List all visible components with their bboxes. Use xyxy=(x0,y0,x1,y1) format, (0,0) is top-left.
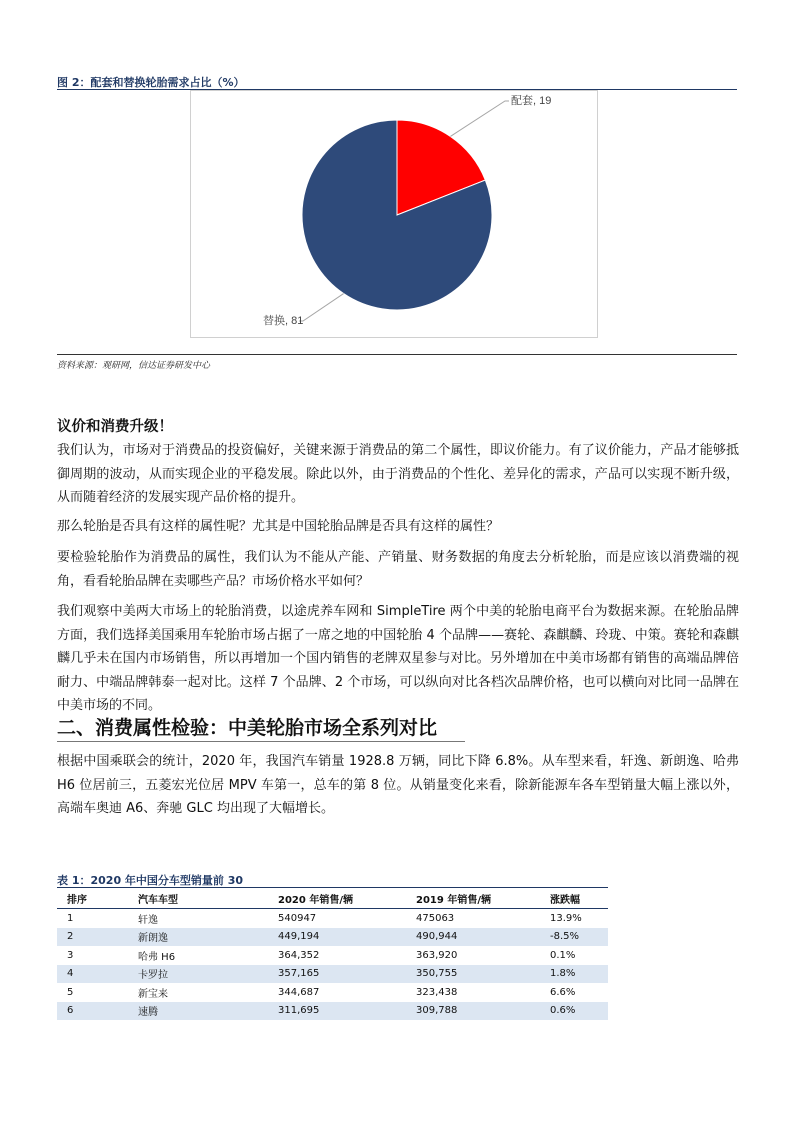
cell-model: 速腾 xyxy=(128,1002,268,1021)
cell-model: 新朗逸 xyxy=(128,928,268,947)
cell-rank: 1 xyxy=(67,912,74,924)
cell-change: 6.6% xyxy=(550,986,576,998)
header-change: 涨跌幅 xyxy=(540,888,608,909)
cell-rank: 5 xyxy=(67,986,74,998)
cell-sales-2020: 364,352 xyxy=(278,949,320,961)
cell-sales-2020: 344,687 xyxy=(278,986,320,998)
cell-sales-2020: 357,165 xyxy=(268,965,406,984)
cell-change: 0.1% xyxy=(550,949,576,961)
figure-bottom-rule xyxy=(57,354,737,355)
header-sales-2019: 2019 年销售/辆 xyxy=(406,888,540,909)
cell-model: 轩逸 xyxy=(138,914,158,926)
figure-title: 图 2：配套和替换轮胎需求占比（%） xyxy=(57,76,245,89)
table-row xyxy=(57,983,608,1002)
table-row xyxy=(57,946,608,965)
cell-rank: 2 xyxy=(57,928,128,947)
cell-sales-2019: 363,920 xyxy=(416,949,458,961)
paragraph-4: 我们观察中美两大市场上的轮胎消费，以途虎养车网和 SimpleTire 两个中美的轮胎电商平台为数据来源。在轮胎品牌方面，我们选择美国乘用车轮胎市场占据了一席之地的中国轮胎 4 个品牌——赛轮、森麒麟、玲珑、中策。赛轮和森麒麟几乎未在国内市场销售，所以再增加一个国内销售的老牌双星参与对比。另外增加在中美市场都有销售的高端品牌倍耐力、中端品牌韩泰一起对比。这样 7 个品牌、2 个市场，可以纵向对比各档次品牌价格，也可以横向对比同一品牌在中美市场的不同。 xyxy=(57,604,739,713)
table-row xyxy=(57,965,608,984)
table-row xyxy=(57,928,608,947)
section2-heading-rule xyxy=(57,741,465,742)
section2-paragraph: 根据中国乘联会的统计，2020 年，我国汽车销量 1928.8 万辆，同比下降 6.8%。从车型来看，轩逸、新朗逸、哈弗 H6 位居前三，五菱宏光位居 MPV 车第一，总车的第 8 位。从销量变化来看，除新能源车各车型销量大幅上涨以外，高端车奥迪 A6、奔驰 GLC 均出现了大幅增长。 xyxy=(57,754,739,816)
cell-model: 哈弗 H6 xyxy=(138,951,176,963)
pie-leader-line-0 xyxy=(450,101,509,136)
section2-heading: 二、消费属性检验：中美轮胎市场全系列对比 xyxy=(57,717,438,739)
cell-change: 13.9% xyxy=(550,912,582,924)
cell-sales-2020: 449,194 xyxy=(268,928,406,947)
paragraph-2: 那么轮胎是否具有这样的属性呢？尤其是中国轮胎品牌是否具有这样的属性？ xyxy=(57,519,500,534)
cell-change: 1.8% xyxy=(540,965,608,984)
cell-model: 新宝来 xyxy=(138,988,168,1000)
cell-sales-2019: 309,788 xyxy=(406,1002,540,1021)
table-title: 表 1：2020 年中国分车型销量前 30 xyxy=(57,874,244,887)
cell-sales-2020: 540947 xyxy=(278,912,317,924)
sales-table xyxy=(57,887,608,1020)
pie-chart-frame xyxy=(190,90,598,338)
pie-chart xyxy=(191,91,597,337)
pie-label-peitao: 配套, 19 xyxy=(511,95,552,107)
cell-sales-2019: 490,944 xyxy=(406,928,540,947)
cell-sales-2019: 323,438 xyxy=(416,986,458,998)
paragraph-3: 要检验轮胎作为消费品的属性，我们认为不能从产能、产销量、财务数据的角度去分析轮胎，而是应该以消费端的视角，看看轮胎品牌在卖哪些产品？市场价格水平如何？ xyxy=(57,550,739,589)
header-sales-2020: 2020 年销售/辆 xyxy=(268,888,406,909)
pie-leader-line-1 xyxy=(299,294,344,321)
table-header-row xyxy=(57,888,608,909)
cell-sales-2019: 475063 xyxy=(416,912,455,924)
paragraph-1: 我们认为，市场对于消费品的投资偏好，关键来源于消费品的第二个属性，即议价能力。有了议价能力，产品才能够抵御周期的波动，从而实现企业的平稳发展。除此以外，由于消费品的个性化、差异化的需求，产品可以实现不断升级，从而随着经济的发展实现产品价格的提升。 xyxy=(57,443,739,505)
cell-rank: 4 xyxy=(57,965,128,984)
table-row xyxy=(57,909,608,928)
table-row xyxy=(57,1002,608,1021)
figure-source: 资料来源：观研网，信达证券研发中心 xyxy=(57,361,211,371)
cell-model: 卡罗拉 xyxy=(128,965,268,984)
header-rank: 排序 xyxy=(57,888,128,909)
cell-sales-2020: 311,695 xyxy=(268,1002,406,1021)
cell-rank: 3 xyxy=(67,949,74,961)
cell-rank: 6 xyxy=(57,1002,128,1021)
cell-change: 0.6% xyxy=(540,1002,608,1021)
header-model: 汽车车型 xyxy=(128,888,268,909)
pie-label-tihuan: 替换, 81 xyxy=(263,315,304,327)
section-heading: 议价和消费升级！ xyxy=(57,419,173,435)
cell-sales-2019: 350,755 xyxy=(406,965,540,984)
cell-change: -8.5% xyxy=(540,928,608,947)
